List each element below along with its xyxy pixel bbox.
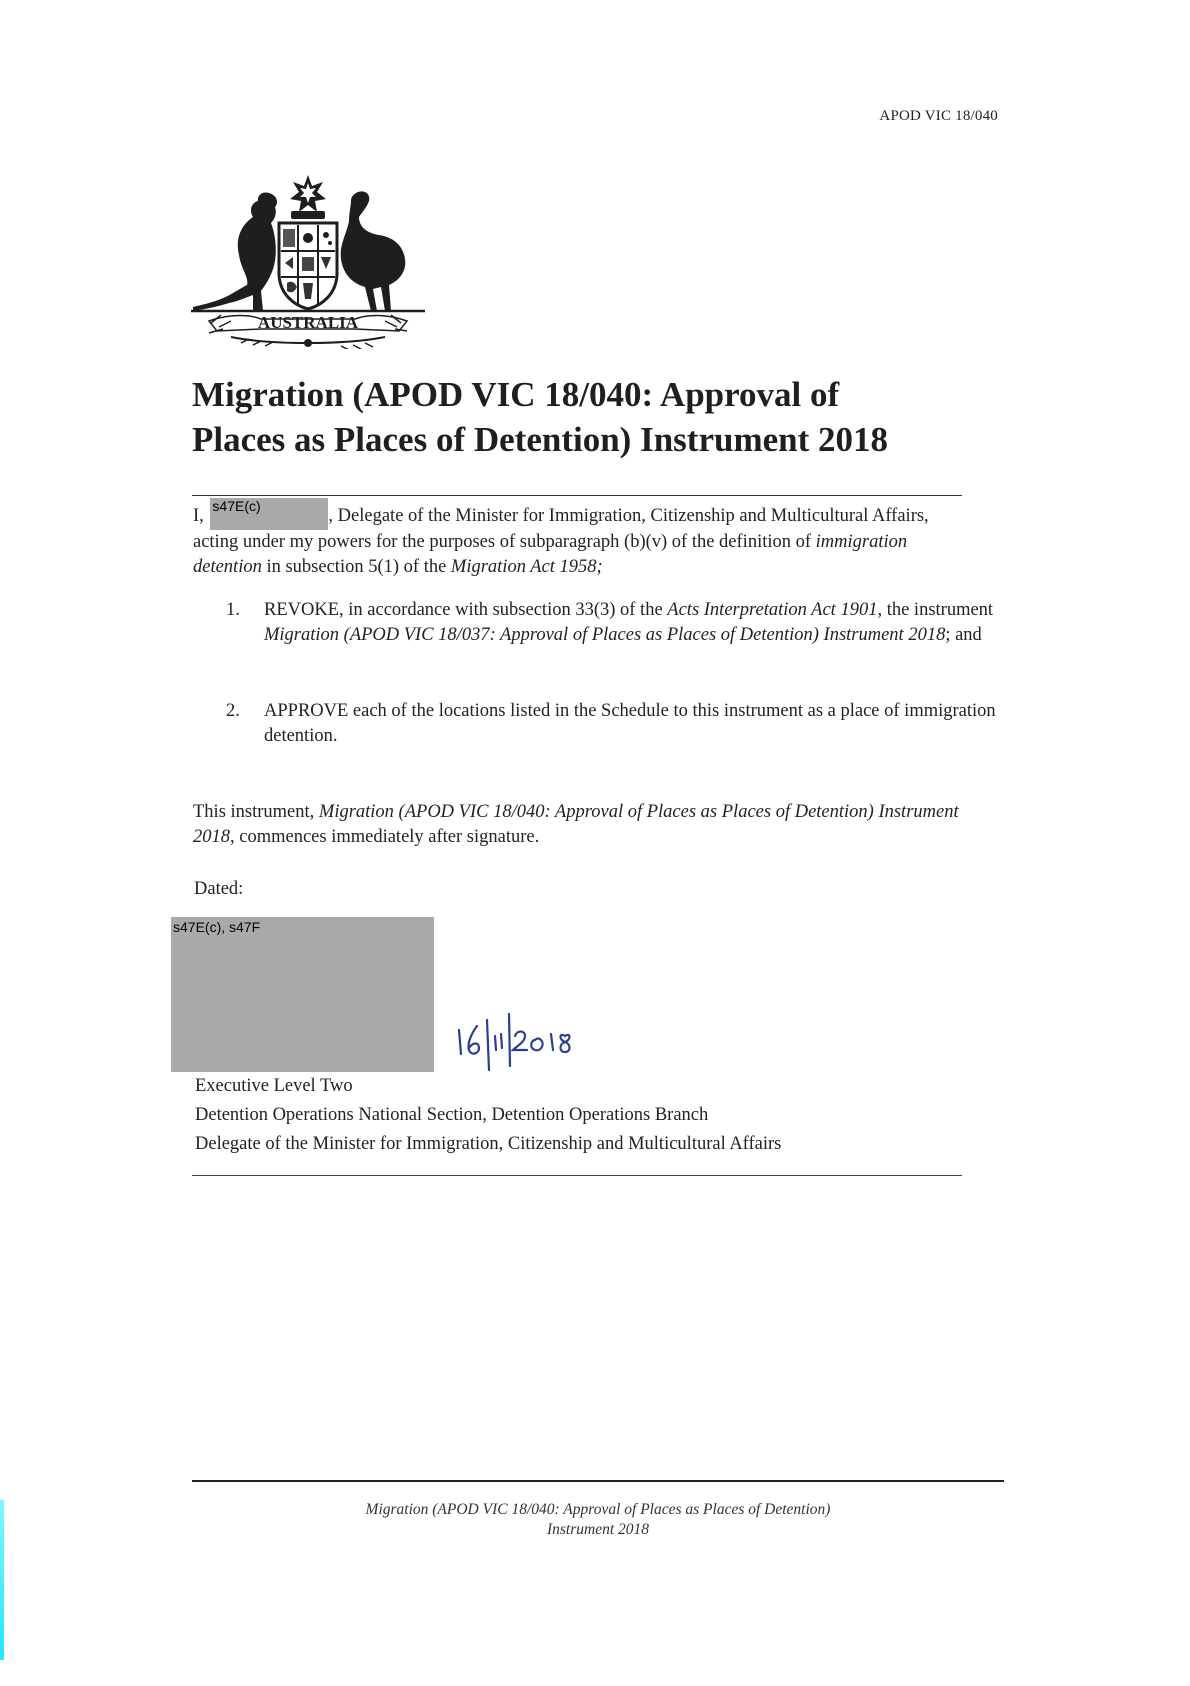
intro-term: immigration detention: [193, 532, 908, 577]
instrument-title: [192, 372, 992, 462]
list-item-text: REVOKE, in accordance with subsection 33(3) of the Acts Interpretation Act 1901, the instrument Migration (APOD VIC 18/037: Approval of Places as Places of Detention) Instrument 2018; and: [264, 600, 994, 645]
intro-paragraph: [193, 498, 973, 580]
signatory-block: [195, 1072, 781, 1159]
list-item-number: 1.: [226, 600, 240, 620]
commencement-paragraph: This instrument, Migration (APOD VIC 18/040: Approval of Places as Places of Detention) Instrument 2018, commences immediately after signature.: [193, 802, 959, 847]
list-item-number: 2.: [226, 701, 240, 721]
title-divider: [192, 495, 962, 496]
handwritten-date: [455, 1010, 605, 1080]
redaction-label: s47E(c), s47F: [173, 919, 261, 935]
list-item: [226, 598, 1006, 648]
list-item: [226, 699, 1006, 749]
page-footer: [192, 1500, 1004, 1540]
signatory-section: Detention Operations National Section, Detention Operations Branch: [195, 1105, 709, 1125]
signature-divider: [192, 1175, 962, 1176]
document-reference: APOD VIC 18/040: [879, 108, 998, 124]
coat-of-arms-icon: [191, 173, 425, 349]
intro-act: Migration Act 1958;: [450, 557, 603, 577]
list-item-text: APPROVE each of the locations listed in the Schedule to this instrument as a place of immigration detention.: [264, 701, 996, 746]
scan-edge-artifact: [0, 1500, 4, 1660]
intro-text-1: , Delegate of the Minister for Immigration, Citizenship and Multicultural Affairs, acting under my powers for the purposes of subparagraph (b)(v) of the definition of: [193, 506, 929, 552]
signatory-level: Executive Level Two: [195, 1076, 353, 1096]
signatory-role: Delegate of the Minister for Immigration, Citizenship and Multicultural Affairs: [195, 1134, 782, 1154]
intro-text-2: in subsection 5(1) of the: [261, 557, 451, 577]
title-line-2: Places as Places of Detention) Instrument 2018: [192, 420, 889, 459]
dated-label: Dated:: [194, 879, 244, 899]
footer-line-1: Migration (APOD VIC 18/040: Approval of Places as Places of Detention): [365, 1501, 831, 1518]
crest-caption: AUSTRALIA: [257, 313, 359, 332]
footer-line-2: Instrument 2018: [546, 1521, 650, 1538]
title-line-1: Migration (APOD VIC 18/040: Approval of: [192, 375, 840, 414]
intro-prefix: I,: [193, 506, 209, 526]
name-redaction: [210, 498, 328, 530]
redaction-label: s47E(c): [212, 498, 261, 514]
signature-redaction: [171, 917, 434, 1072]
footer-divider: [192, 1480, 1004, 1482]
